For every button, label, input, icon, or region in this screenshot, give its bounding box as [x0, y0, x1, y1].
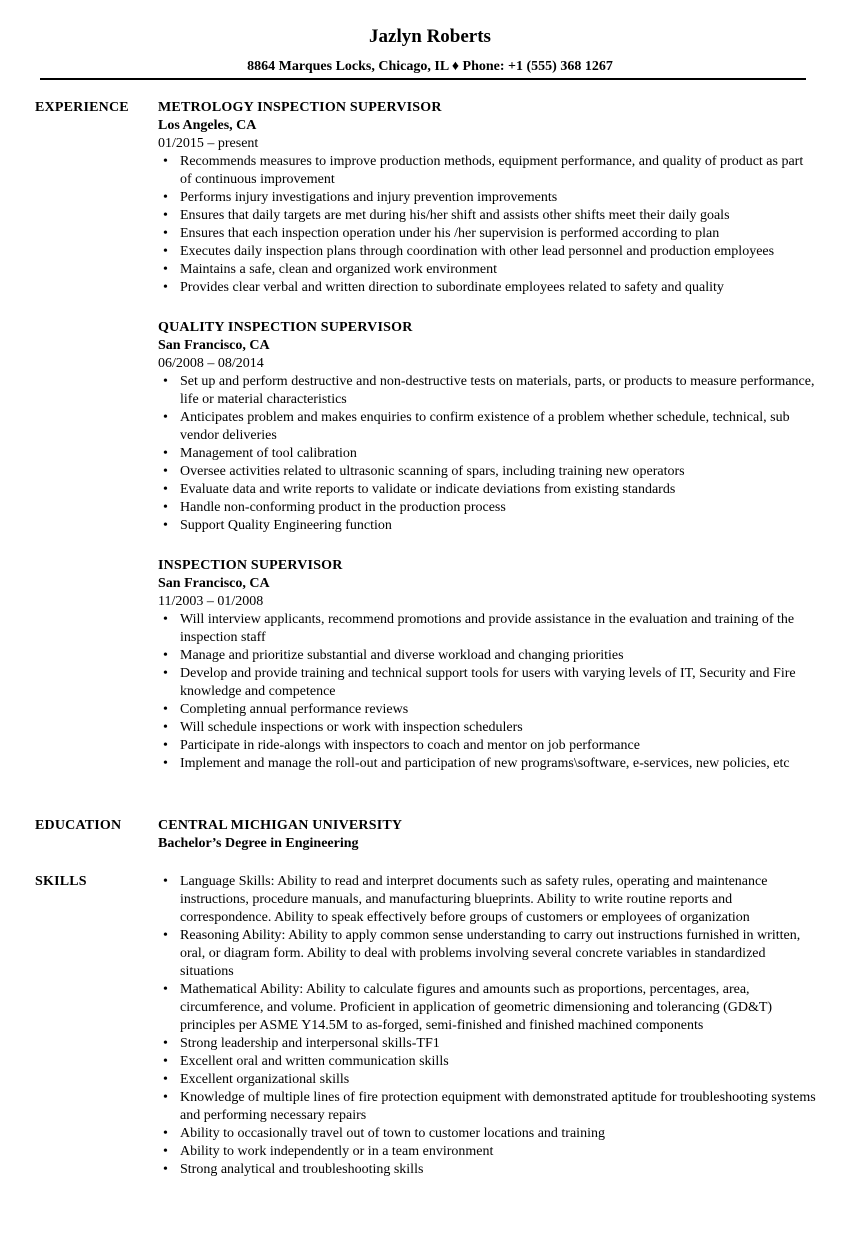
job-bullet: • Participate in ride-alongs with inspectors to coach and mentor on job performance [158, 737, 818, 755]
job-bullet: • Provides clear verbal and written direction to subordinate employees related to safety and quality [158, 279, 818, 297]
skill-item: • Reasoning Ability: Ability to apply common sense understanding to carry out instructions furnished in written, oral, or diagram form. Ability to deal with problems involving several concrete variables in standardized situations [158, 927, 818, 981]
job-bullet: • Maintains a safe, clean and organized work environment [158, 261, 818, 279]
job-bullet: • Support Quality Engineering function [158, 517, 818, 535]
job-bullet: • Implement and manage the roll-out and participation of new programs\software, e-services, new policies, etc [158, 755, 818, 773]
job-bullet: • Develop and provide training and technical support tools for users with varying levels of IT, Security and Fire knowledge and competence [158, 665, 818, 701]
education-body [158, 817, 818, 853]
job-bullet-list [158, 153, 818, 297]
job-bullet: • Management of tool calibration [158, 445, 818, 463]
skill-item: • Knowledge of multiple lines of fire protection equipment with demonstrated aptitude for troubleshooting systems and performing necessary repairs [158, 1089, 818, 1125]
job-bullet: • Completing annual performance reviews [158, 701, 818, 719]
contact-line: 8864 Marques Locks, Chicago, IL ♦ Phone: +1 (555) 368 1267 [247, 59, 613, 74]
section-label-education: EDUCATION [35, 818, 122, 833]
job-dates: 11/2003 – 01/2008 [158, 594, 264, 609]
experience-section [35, 99, 825, 789]
skill-item: • Ability to work independently or in a team environment [158, 1143, 818, 1161]
job-bullet: • Performs injury investigations and injury prevention improvements [158, 189, 818, 207]
job-location: San Francisco, CA [158, 576, 270, 591]
job-location: Los Angeles, CA [158, 118, 257, 133]
section-label-skills: SKILLS [35, 874, 87, 889]
job-bullet: • Anticipates problem and makes enquiries to confirm existence of a problem whether schedule, technical, sub vendor deliveries [158, 409, 818, 445]
candidate-name: Jazlyn Roberts [369, 26, 491, 47]
header-divider [40, 78, 806, 80]
job-bullet: • Ensures that each inspection operation under his /her supervision is performed according to plan [158, 225, 818, 243]
job-dates: 01/2015 – present [158, 136, 259, 151]
skills-section [35, 873, 825, 1183]
job-dates: 06/2008 – 08/2014 [158, 356, 264, 371]
job-bullet: • Executes daily inspection plans through coordination with other lead personnel and production employees [158, 243, 818, 261]
job-bullet: • Will schedule inspections or work with inspection schedulers [158, 719, 818, 737]
job-title: METROLOGY INSPECTION SUPERVISOR [158, 100, 442, 115]
degree: Bachelor’s Degree in Engineering [158, 836, 359, 851]
job-entry [158, 99, 818, 297]
skills-list [158, 873, 818, 1179]
job-entry [158, 557, 818, 773]
job-bullet: • Handle non-conforming product in the production process [158, 499, 818, 517]
skill-item: • Strong analytical and troubleshooting skills [158, 1161, 818, 1179]
skill-item: • Excellent oral and written communication skills [158, 1053, 818, 1071]
job-bullet: • Will interview applicants, recommend promotions and provide assistance in the evaluation and training of the inspection staff [158, 611, 818, 647]
job-bullet: • Evaluate data and write reports to validate or indicate deviations from existing standards [158, 481, 818, 499]
job-bullet-list [158, 373, 818, 535]
skill-item: • Strong leadership and interpersonal skills-TF1 [158, 1035, 818, 1053]
job-bullet: • Recommends measures to improve production methods, equipment performance, and quality of product as part of continuous improvement [158, 153, 818, 189]
skill-item: • Ability to occasionally travel out of town to customer locations and training [158, 1125, 818, 1143]
school-name: CENTRAL MICHIGAN UNIVERSITY [158, 818, 403, 833]
job-bullet: • Oversee activities related to ultrasonic scanning of spars, including training new operators [158, 463, 818, 481]
education-section [35, 817, 825, 857]
section-label-experience: EXPERIENCE [35, 100, 129, 115]
skill-item: • Language Skills: Ability to read and interpret documents such as safety rules, operating and maintenance instructions, procedure manuals, and manufacturing blueprints. Ability to write routine reports and correspondence. Ability to speak effectively before groups of customers or employees of organization [158, 873, 818, 927]
job-bullet: • Ensures that daily targets are met during his/her shift and assists other shifts meet their daily goals [158, 207, 818, 225]
skills-body [158, 873, 818, 1179]
job-title: QUALITY INSPECTION SUPERVISOR [158, 320, 413, 335]
job-bullet: • Set up and perform destructive and non-destructive tests on materials, parts, or products to measure performance, life or material characteristics [158, 373, 818, 409]
job-bullet: • Manage and prioritize substantial and diverse workload and changing priorities [158, 647, 818, 665]
job-title: INSPECTION SUPERVISOR [158, 558, 343, 573]
skill-item: • Mathematical Ability: Ability to calculate figures and amounts such as proportions, percentages, area, circumference, and volume. Proficient in application of geometric dimensioning and tolerancing (GD&T) principles per ASME Y14.5M to as-forged, semi-finished and finished machined components [158, 981, 818, 1035]
skill-item: • Excellent organizational skills [158, 1071, 818, 1089]
resume-header [0, 26, 860, 76]
job-entry [158, 319, 818, 535]
job-location: San Francisco, CA [158, 338, 270, 353]
job-bullet-list [158, 611, 818, 773]
